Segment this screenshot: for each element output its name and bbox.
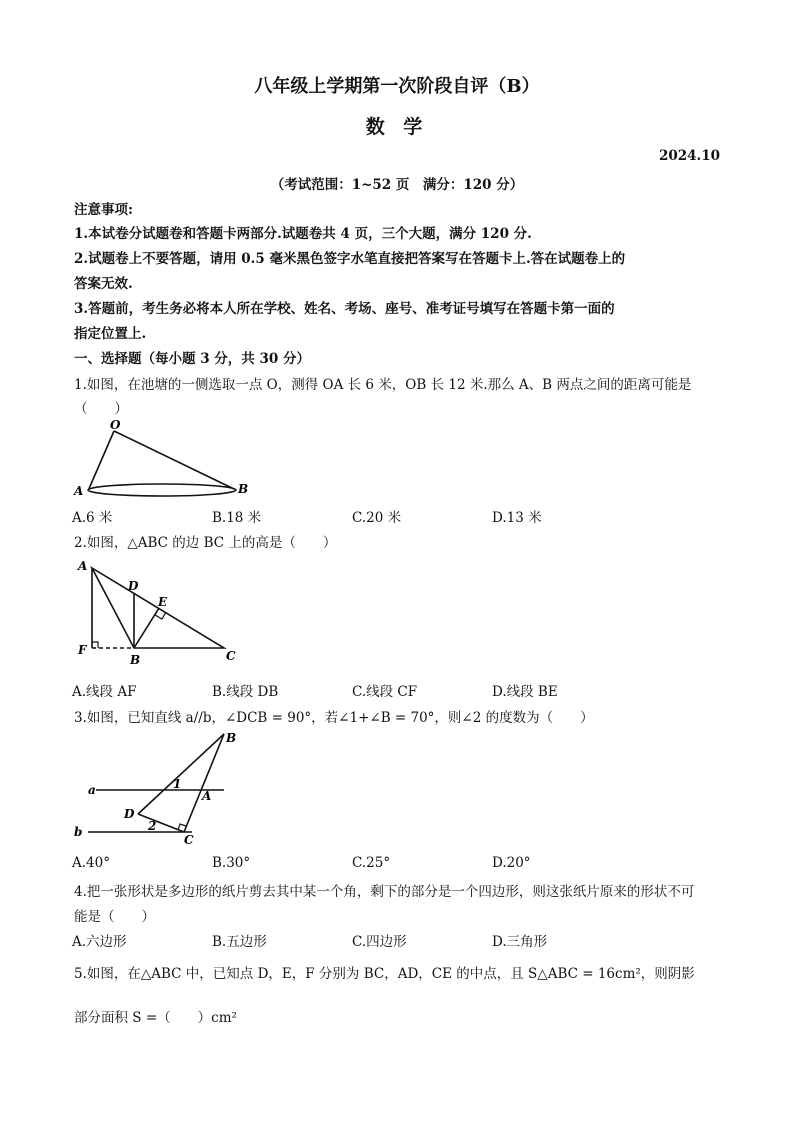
page-title: 八年级上学期第一次阶段自评（B） [254, 76, 540, 97]
q5-stem: 5.如图，在△ABC 中，已知点 D，E，F 分别为 BC，AD，CE 的中点，且 S△ABC = 16cm²，则阴影 [74, 966, 695, 982]
q3-option-d[interactable]: D.20° [492, 855, 531, 871]
q4-stem: 4.把一张形状是多边形的纸片剪去其中某一个角，剩下的部分是一个四边形，则这张纸片原来的形状不可 [74, 884, 695, 900]
q2-label-a: A [78, 559, 88, 573]
q4-option-a[interactable]: A.六边形 [72, 934, 127, 950]
subject-title: 数 学 [365, 116, 429, 138]
q2-right-angle-f [92, 642, 98, 648]
q2-stem: 2.如图，△ABC 的边 BC 上的高是（ ） [74, 535, 337, 551]
q2-label-c: C [226, 649, 236, 663]
q1-label-b: B [238, 482, 249, 496]
notes-item-2: 2.试题卷上不要答题，请用 0.5 毫米黑色签字水笔直接把答案写在答题卡上.答在试题卷上的 [74, 251, 626, 267]
q1-option-d[interactable]: D.13 米 [492, 510, 542, 526]
q3-label-line-a: a [88, 783, 96, 797]
exam-date: 2024.10 [658, 148, 720, 164]
q3-segment-dc [138, 814, 184, 832]
q1-segment-oa [88, 431, 114, 491]
q1-figure [74, 415, 274, 505]
q1-option-c[interactable]: C.20 米 [352, 510, 402, 526]
q3-label-line-b: b [74, 825, 83, 839]
q3-stem: 3.如图，已知直线 a//b，∠DCB = 90°，若∠1+∠B = 70°，则∠2 的度数为（ ） [74, 710, 594, 726]
q4-stem-cont: 能是（ ） [74, 909, 155, 925]
q2-figure [74, 558, 254, 668]
q3-label-a-point: A [202, 789, 212, 803]
q3-segment-cb [184, 734, 224, 832]
q2-label-b: B [130, 653, 141, 667]
exam-scope: （考试范围：1~52 页 满分：120 分） [270, 177, 524, 193]
q3-label-b-point: B [226, 731, 237, 745]
q3-label-d: D [124, 807, 135, 821]
q4-option-b[interactable]: B.五边形 [212, 934, 267, 950]
q1-stem: 1.如图，在池塘的一侧选取一点 O，测得 OA 长 6 米，OB 长 12 米.那么 A、B 两点之间的距离可能是 [74, 377, 692, 393]
q5-stem-cont: 部分面积 S =（ ）cm² [74, 1010, 237, 1026]
q2-option-b[interactable]: B.线段 DB [212, 684, 279, 700]
q1-option-b[interactable]: B.18 米 [212, 510, 262, 526]
q2-label-d: D [128, 579, 139, 593]
notes-item-3: 3.答题前，考生务必将本人所在学校、姓名、考场、座号、准考证号填写在答题卡第一面的 [74, 301, 615, 317]
notes-item-1: 1.本试卷分试题卷和答题卡两部分.试题卷共 4 页，三个大题，满分 120 分. [74, 226, 532, 242]
q3-figure [74, 728, 254, 848]
q1-stem-cont: （ ） [74, 401, 128, 417]
q2-label-e: E [158, 595, 168, 609]
q1-pond [88, 484, 236, 496]
q3-option-b[interactable]: B.30° [212, 855, 251, 871]
q1-segment-ob [114, 431, 234, 489]
q3-label-angle-2: 2 [148, 819, 157, 833]
q1-label-a: A [74, 484, 84, 498]
notes-item-3-cont: 指定位置上. [74, 326, 147, 342]
section-heading: 一、选择题（每小题 3 分，共 30 分） [74, 351, 310, 367]
q2-option-a[interactable]: A.线段 AF [72, 684, 137, 700]
q4-option-d[interactable]: D.三角形 [492, 934, 548, 950]
q1-option-a[interactable]: A.6 米 [72, 510, 113, 526]
q2-option-c[interactable]: C.线段 CF [352, 684, 418, 700]
q2-option-d[interactable]: D.线段 BE [492, 684, 558, 700]
q3-option-c[interactable]: C.25° [352, 855, 391, 871]
q1-label-o: O [110, 418, 121, 432]
q2-label-f: F [78, 643, 87, 657]
q3-option-a[interactable]: A.40° [72, 855, 110, 871]
notes-heading: 注意事项: [74, 202, 133, 218]
q3-label-angle-1: 1 [173, 777, 182, 791]
q4-option-c[interactable]: C.四边形 [352, 934, 407, 950]
notes-item-2-cont: 答案无效. [74, 276, 133, 292]
q3-label-c: C [184, 833, 194, 847]
